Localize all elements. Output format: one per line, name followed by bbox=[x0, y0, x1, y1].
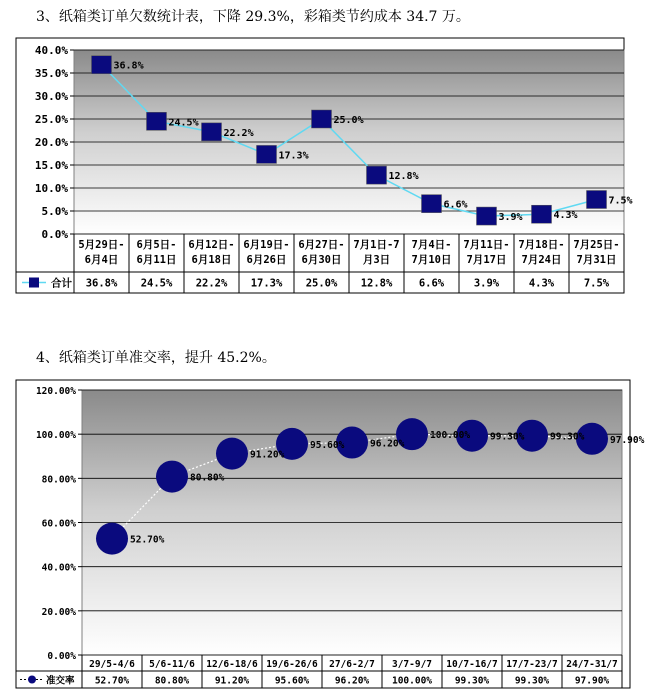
data-label: 17.3% bbox=[278, 150, 309, 162]
x-category-label: 6月5日- bbox=[136, 239, 177, 251]
x-category-label: 7月11日- bbox=[463, 239, 510, 251]
y-tick-label: 35.0% bbox=[34, 67, 68, 80]
data-label: 99.30% bbox=[490, 431, 525, 443]
x-category-label: 3/7-9/7 bbox=[391, 659, 433, 670]
table-value: 12.8% bbox=[360, 277, 393, 290]
table-value: 4.3% bbox=[528, 277, 555, 290]
x-category-label: 6月12日- bbox=[188, 239, 235, 251]
data-label: 12.8% bbox=[388, 171, 419, 183]
data-point bbox=[96, 523, 128, 555]
x-category-label: 24/7-31/7 bbox=[566, 659, 618, 670]
y-tick-label: 5.0% bbox=[41, 205, 68, 218]
data-label: 25.0% bbox=[333, 115, 364, 126]
table-value: 24.5% bbox=[140, 277, 173, 290]
table-value: 7.5% bbox=[583, 277, 610, 290]
x-category-label: 29/5-4/6 bbox=[89, 659, 135, 670]
data-label: 4.3% bbox=[553, 210, 578, 222]
table-value: 100.00% bbox=[391, 675, 433, 687]
x-category-label: 6月30日 bbox=[301, 254, 342, 266]
table-value: 96.20% bbox=[334, 675, 370, 687]
y-tick-label: 0.0% bbox=[41, 228, 68, 241]
x-category-label: 6月11日 bbox=[136, 254, 177, 266]
table-value: 99.30% bbox=[454, 675, 490, 687]
table-value: 52.70% bbox=[94, 675, 130, 687]
table-value: 22.2% bbox=[195, 277, 228, 290]
chart2-heading: 4、纸箱类订单准交率，提升 45.2%。 bbox=[36, 350, 276, 366]
x-category-label: 月3日 bbox=[362, 254, 391, 266]
x-category-label: 7月17日 bbox=[466, 254, 507, 266]
table-value: 97.90% bbox=[574, 675, 610, 687]
table-value: 80.80% bbox=[154, 675, 190, 687]
data-label: 97.90% bbox=[610, 434, 645, 446]
data-label: 95.60% bbox=[310, 439, 345, 451]
data-label: 100.00% bbox=[430, 430, 471, 442]
x-category-label: 5月29日- bbox=[78, 239, 125, 251]
data-point bbox=[156, 461, 188, 493]
x-category-label: 7月25日- bbox=[573, 239, 620, 251]
x-category-label: 7月18日- bbox=[518, 239, 565, 251]
y-tick-label: 60.00% bbox=[41, 518, 76, 530]
data-label: 99.30% bbox=[550, 431, 585, 443]
y-tick-label: 20.0% bbox=[34, 136, 68, 149]
x-category-label: 6月4日 bbox=[84, 254, 119, 266]
x-category-label: 7月4日- bbox=[411, 239, 452, 251]
table-value: 36.8% bbox=[85, 277, 118, 290]
x-category-label: 7月24日 bbox=[521, 254, 562, 266]
x-category-label: 6月18日 bbox=[191, 254, 232, 266]
y-tick-label: 80.00% bbox=[41, 474, 76, 486]
x-category-label: 6月27日- bbox=[298, 239, 345, 251]
data-label: 6.6% bbox=[443, 199, 468, 211]
y-tick-label: 25.0% bbox=[34, 113, 68, 126]
data-label: 80.80% bbox=[190, 472, 225, 484]
y-tick-label: 20.00% bbox=[41, 606, 76, 618]
table-value: 25.0% bbox=[305, 277, 338, 290]
x-category-label: 6月26日 bbox=[246, 254, 287, 266]
y-tick-label: 40.00% bbox=[41, 562, 76, 574]
x-category-label: 5/6-11/6 bbox=[149, 659, 195, 670]
data-label: 52.70% bbox=[130, 534, 165, 546]
y-tick-label: 40.0% bbox=[34, 44, 68, 57]
data-label: 91.20% bbox=[250, 449, 285, 461]
table-value: 17.3% bbox=[250, 277, 283, 290]
chart1-heading: 3、纸箱类订单欠数统计表，下降 29.3%，彩箱类节约成本 34.7 万。 bbox=[36, 9, 470, 25]
table-value: 91.20% bbox=[214, 675, 250, 687]
data-label: 22.2% bbox=[223, 127, 254, 139]
data-label: 3.9% bbox=[498, 212, 523, 224]
x-category-label: 10/7-16/7 bbox=[446, 659, 498, 670]
y-tick-label: 120.00% bbox=[35, 386, 76, 397]
x-category-label: 6月19日- bbox=[243, 239, 290, 251]
y-tick-label: 0.00% bbox=[47, 651, 76, 662]
data-label: 24.5% bbox=[168, 117, 199, 129]
y-tick-label: 30.0% bbox=[34, 90, 68, 103]
table-value: 95.60% bbox=[274, 675, 310, 687]
x-category-label: 17/7-23/7 bbox=[506, 659, 558, 670]
legend-marker bbox=[28, 676, 36, 684]
data-label: 36.8% bbox=[113, 60, 144, 72]
data-label: 96.20% bbox=[370, 438, 405, 450]
x-category-label: 7月1日-7 bbox=[353, 239, 400, 251]
x-category-label: 7月10日 bbox=[411, 254, 452, 266]
x-category-label: 12/6-18/6 bbox=[206, 659, 258, 670]
x-category-label: 19/6-26/6 bbox=[266, 659, 318, 670]
y-tick-label: 10.0% bbox=[34, 182, 68, 195]
table-value: 3.9% bbox=[473, 277, 500, 290]
legend-label: 准交率 bbox=[46, 675, 75, 687]
y-tick-label: 15.0% bbox=[34, 159, 68, 172]
x-category-label: 27/6-2/7 bbox=[329, 659, 375, 670]
table-value: 99.30% bbox=[514, 675, 550, 687]
x-category-label: 7月31日 bbox=[576, 254, 617, 266]
table-value: 6.6% bbox=[418, 277, 445, 290]
data-label: 7.5% bbox=[608, 195, 633, 207]
data-point bbox=[216, 438, 248, 470]
y-tick-label: 100.00% bbox=[35, 430, 76, 442]
legend-label: 合计 bbox=[51, 277, 72, 290]
